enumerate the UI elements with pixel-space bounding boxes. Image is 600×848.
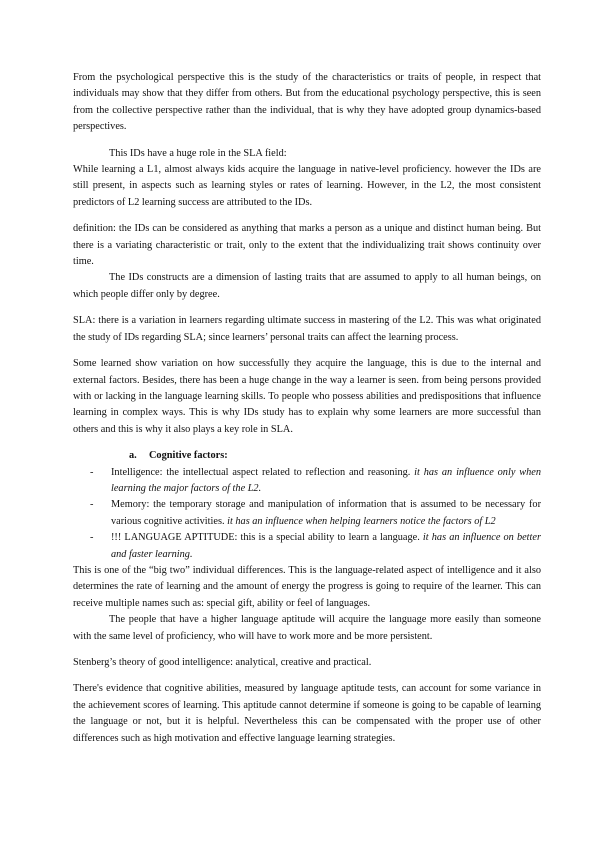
list-item-note: it has an influence when helping learners notice the factors of L2 bbox=[227, 515, 496, 527]
list-item-intelligence bbox=[73, 465, 541, 498]
section-number: a. bbox=[129, 450, 137, 462]
list-item-note: it has an influence only when learning the major factors of the L2. bbox=[111, 466, 541, 494]
list-dash: - bbox=[90, 466, 94, 478]
paragraph-big-two: This is one of the “big two” individual differences. This is the language-related aspect of intelligence and it also determines the rate of learning and the amount of energy the progress is going to require of the learner. This can receive multiple names such as: special gift, ability or feel of languages. bbox=[73, 564, 541, 609]
document-body bbox=[73, 70, 541, 747]
paragraph-psychological-perspective: From the psychological perspective this is the study of the characteristics or traits of people, in respect that individuals may show that they differ from others. But from the educational psychology perspective, this is seen from the collective perspective rather than the individual, that is why they have adopted group dynamics-based perspectives. bbox=[73, 72, 541, 133]
paragraph-higher-aptitude: The people that have a higher language aptitude will acquire the language more easily than someone with the same level of proficiency, who will have to work more and be more persistent. bbox=[73, 614, 541, 642]
paragraph-aptitude-evidence: There's evidence that cognitive abilities, measured by language aptitude tests, can account for some variance in the achievement scores of learning. This aptitude cannot determine if someone is going to be capable of learning the language or not, but it is helpful. Nevertheless this can be compensated with the proper use of other differences such as high motivation and effective language learning strategies. bbox=[73, 683, 541, 744]
list-dash: - bbox=[90, 532, 94, 544]
paragraph-learner-variation: Some learned show variation on how successfully they acquire the language, this is due to the internal and external factors. Besides, there has been a huge change in the way a learner is seen. from being persons provided with or lacking in the language learning skills. To people who possess abilities and predispositions that influence learning in complex ways. This is why IDs study has to explain why some learners are more successful than others and this is why it also plays a key role in SLA. bbox=[73, 358, 541, 435]
list-item-text: Memory: the temporary storage and manipulation of information that is assumed to be necessary for various cognitive activities. bbox=[111, 499, 541, 527]
list-item-text: Intelligence: the intellectual aspect related to reflection and reasoning. bbox=[111, 466, 415, 478]
list-item-text: !!! LANGUAGE APTITUDE: this is a special ability to learn a language. bbox=[111, 532, 423, 544]
list-item-memory bbox=[73, 497, 541, 530]
list-item-note: it has an influence on better and faster learning. bbox=[111, 532, 541, 560]
cognitive-factors-list bbox=[73, 465, 541, 563]
paragraph-stenberg-theory: Stenberg’s theory of good intelligence: analytical, creative and practical. bbox=[73, 657, 372, 668]
paragraph-l1-learning: While learning a L1, almost always kids acquire the language in native-level proficiency. however the IDs are still present, in aspects such as learning styles or rates of learning. However, in the L2, the most consistent predictors of L2 learning success are attributed to the IDs. bbox=[73, 164, 541, 208]
list-dash: - bbox=[90, 499, 94, 511]
paragraph-ids-role-intro: This IDs have a huge role in the SLA field: bbox=[109, 147, 287, 159]
section-title: Cognitive factors: bbox=[149, 450, 228, 462]
section-heading-cognitive-factors bbox=[73, 448, 541, 464]
list-item-language-aptitude bbox=[73, 530, 541, 563]
paragraph-sla: SLA: there is a variation in learners regarding ultimate success in mastering of the L2. This was what originated the study of IDs regarding SLA; since learners’ personal traits can affect the learning process. bbox=[73, 315, 541, 343]
paragraph-ids-constructs: The IDs constructs are a dimension of lasting traits that are assumed to apply to all human beings, on which people differ only by degree. bbox=[73, 272, 541, 300]
paragraph-definition: definition: the IDs can be considered as anything that marks a person as a unique and distinct human being. But there is a variating characteristic or trait, only to the extent that the individualizing trait shows continuity over time. bbox=[73, 223, 541, 268]
